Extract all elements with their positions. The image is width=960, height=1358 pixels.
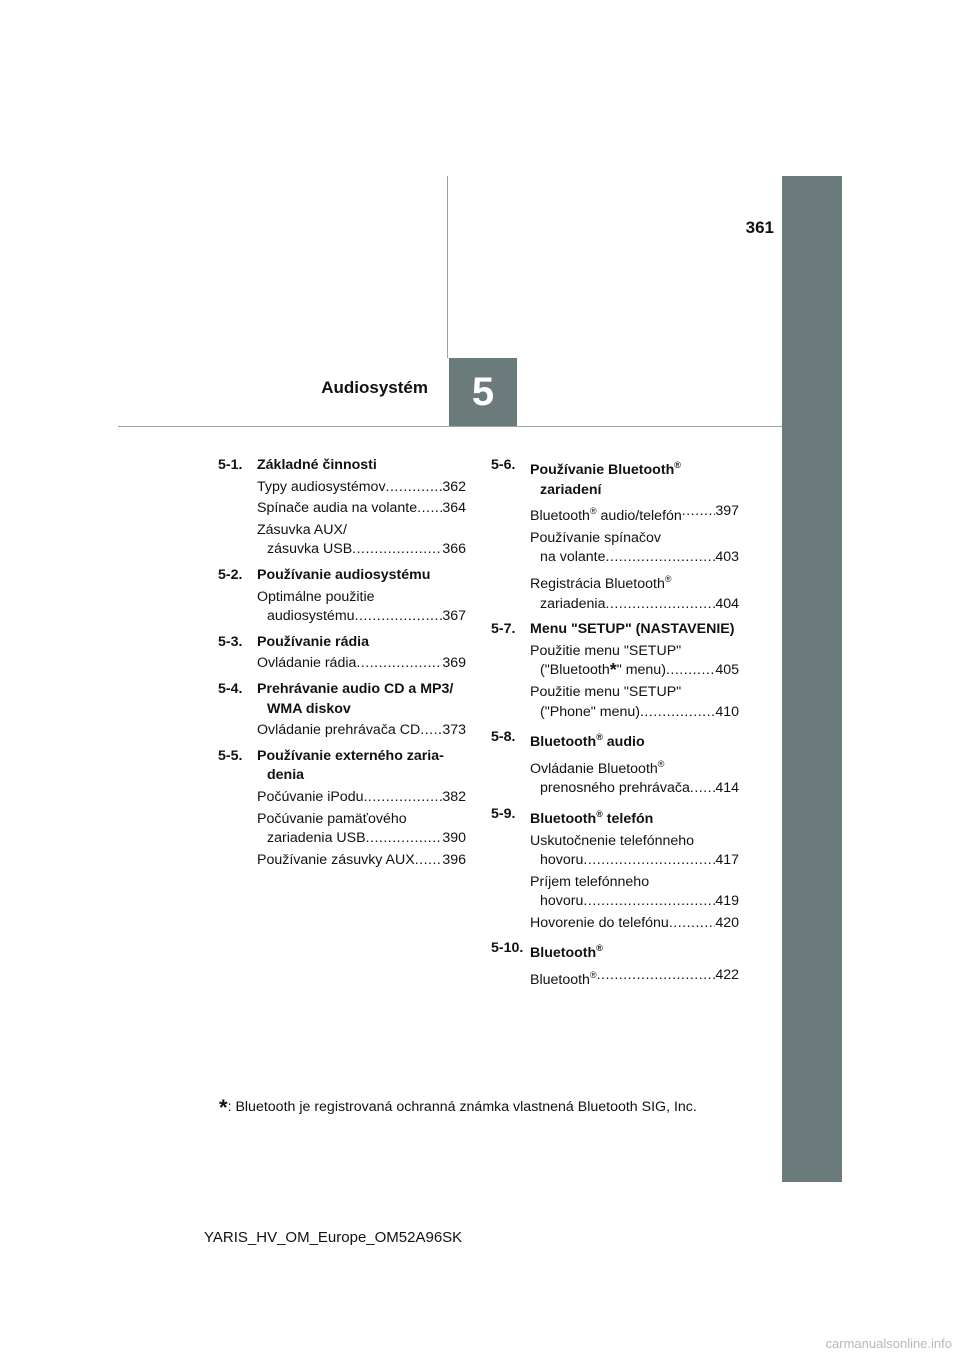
dot-leader <box>355 607 443 627</box>
entry-text: Počúvanie iPodu <box>257 788 364 805</box>
entry-text: zariadenia USB <box>267 830 366 847</box>
dot-leader <box>597 966 716 991</box>
dot-leader <box>690 779 715 799</box>
entry-text: audiosystému <box>267 608 355 625</box>
entry-line <box>530 595 739 615</box>
dot-leader <box>415 851 443 871</box>
asterisk-mark: * <box>609 660 617 681</box>
section-number: 5-2. <box>218 566 243 583</box>
section-title <box>257 566 466 586</box>
section-number: 5-4. <box>218 680 243 697</box>
document-code: YARIS_HV_OM_Europe_OM52A96SK <box>204 1229 463 1246</box>
entry-line: Optimálne použitie <box>257 588 375 605</box>
dot-leader <box>669 914 716 934</box>
dot-leader <box>417 499 442 519</box>
chapter-number-box: 5 <box>449 358 517 426</box>
entry-page-number: 362 <box>442 478 466 495</box>
section-title-line: WMA diskov <box>267 700 351 717</box>
footnote-text: : Bluetooth je registrovaná ochranná známka vlastnená Bluetooth SIG, Inc. <box>227 1099 697 1115</box>
dot-leader <box>605 595 715 615</box>
entry-line <box>257 654 466 674</box>
entry-page-number: 367 <box>442 608 466 625</box>
toc-section[interactable] <box>218 566 466 586</box>
dot-leader <box>352 540 442 560</box>
section-title <box>257 680 466 719</box>
section-number: 5-8. <box>491 729 516 746</box>
section-title <box>257 456 466 476</box>
dot-leader <box>366 829 443 849</box>
toc-column-right <box>491 456 739 991</box>
section-title <box>530 728 739 753</box>
entry-page-number: 397 <box>715 503 739 520</box>
section-title <box>530 620 739 640</box>
section-title <box>530 805 739 830</box>
entry-line: Používanie spínačov <box>530 529 661 546</box>
entry-page-number: 403 <box>715 549 739 566</box>
toc-section[interactable] <box>491 728 739 753</box>
toc-section[interactable] <box>218 747 466 786</box>
entry-line: Zásuvka AUX/ <box>257 521 347 538</box>
entry-line <box>530 548 739 568</box>
section-title-line: Prehrávanie audio CD a MP3/ <box>257 680 454 697</box>
toc-entry[interactable] <box>257 588 466 627</box>
section-title-line: Používanie Bluetooth® <box>530 460 681 478</box>
entry-text: na volante <box>540 549 606 566</box>
section-title-line: Používanie rádia <box>257 633 369 650</box>
entry-page-number: 404 <box>715 595 739 612</box>
entry-line <box>257 788 466 808</box>
watermark: carmanualsonline.info <box>825 1336 952 1351</box>
section-title-line: Bluetooth® audio <box>530 732 645 751</box>
entry-line: Použitie menu "SETUP" <box>530 642 682 659</box>
toc-section[interactable] <box>491 620 739 640</box>
entry-text: ("Bluetooth*" menu) <box>540 660 666 681</box>
registered-mark: ® <box>589 970 597 981</box>
entry-page-number: 419 <box>715 893 739 910</box>
section-title-line: denia <box>267 767 305 784</box>
toc-entry[interactable] <box>530 683 739 722</box>
entry-page-number: 390 <box>442 830 466 847</box>
dot-leader <box>605 548 715 568</box>
dot-leader <box>666 661 715 681</box>
entry-text: zásuvka USB <box>267 541 353 558</box>
section-title-line: Používanie externého zaria- <box>257 747 444 764</box>
toc-entry[interactable] <box>530 755 739 799</box>
chapter-side-tab <box>782 176 842 1182</box>
entry-line <box>257 540 466 560</box>
toc-section[interactable] <box>491 456 739 500</box>
entry-line <box>257 851 466 871</box>
entry-line <box>257 829 466 849</box>
entry-line <box>530 779 739 799</box>
toc-entry[interactable] <box>257 788 466 808</box>
section-title <box>257 633 466 653</box>
toc-section[interactable] <box>218 633 466 653</box>
toc-section[interactable] <box>218 456 466 476</box>
entry-line <box>530 914 739 934</box>
entry-line <box>257 721 466 741</box>
entry-line: Počúvanie pamäťového <box>257 810 407 827</box>
entry-line: Použitie menu "SETUP" <box>530 683 682 700</box>
entry-page-number: 410 <box>715 703 739 720</box>
section-title-line: Menu "SETUP" (NASTAVENIE) <box>530 621 735 638</box>
footnote-marker: * <box>219 1095 228 1120</box>
toc-column-left <box>218 456 466 870</box>
entry-page-number: 366 <box>442 541 466 558</box>
entry-line <box>530 851 739 871</box>
registered-mark: ® <box>657 758 665 769</box>
dot-leader <box>356 654 442 674</box>
entry-page-number: 382 <box>442 788 466 805</box>
entry-text: zariadenia <box>540 595 606 612</box>
toc-entry[interactable] <box>530 873 739 912</box>
section-title-line: Bluetooth® telefón <box>530 808 654 827</box>
section-title-line: Používanie audiosystému <box>257 566 431 583</box>
entry-page-number: 405 <box>715 662 739 679</box>
section-number: 5-5. <box>218 747 243 764</box>
entry-page-number: 420 <box>715 914 739 931</box>
entry-text: Bluetooth® <box>530 970 597 989</box>
registered-mark: ® <box>596 943 603 954</box>
toc-entry[interactable] <box>530 529 739 568</box>
entry-text: Ovládanie rádia <box>257 655 357 672</box>
entry-line <box>530 661 739 681</box>
entry-text: hovoru <box>540 852 584 869</box>
entry-line <box>530 892 739 912</box>
toc-entry[interactable] <box>530 502 739 527</box>
entry-line <box>257 478 466 498</box>
dot-leader <box>682 502 716 527</box>
toc-entry[interactable] <box>530 570 739 614</box>
dot-leader <box>583 892 715 912</box>
toc-entry[interactable] <box>530 642 739 681</box>
section-number: 5-6. <box>491 457 516 473</box>
toc-entry[interactable] <box>257 499 466 519</box>
entry-line <box>530 703 739 723</box>
entry-page-number: 396 <box>442 851 466 868</box>
entry-line: Uskutočnenie telefónneho <box>530 832 695 849</box>
entry-page-number: 373 <box>442 722 466 739</box>
section-number: 5-7. <box>491 621 516 638</box>
entry-text: ("Phone" menu) <box>540 703 640 720</box>
dot-leader <box>363 788 442 808</box>
toc-entry[interactable] <box>257 851 466 871</box>
section-title <box>530 939 739 964</box>
section-title-line: zariadení <box>540 481 602 498</box>
dot-leader <box>640 703 715 723</box>
toc-section[interactable] <box>218 680 466 719</box>
toc-entry[interactable] <box>530 832 739 871</box>
footnote <box>219 1095 697 1121</box>
entry-text: Hovorenie do telefónu <box>530 914 669 931</box>
section-title-line: Bluetooth® <box>530 943 603 962</box>
registered-mark: ® <box>589 506 597 517</box>
entry-line <box>530 502 739 527</box>
entry-text: hovoru <box>540 893 584 910</box>
entry-text: Používanie zásuvky AUX <box>257 851 415 868</box>
dot-leader <box>420 721 442 741</box>
entry-text: Ovládanie prehrávača CD <box>257 722 421 739</box>
toc-section[interactable] <box>491 939 739 964</box>
section-number: 5-1. <box>218 457 243 473</box>
dot-leader <box>583 851 715 871</box>
section-number: 5-10. <box>491 940 524 957</box>
toc-entry[interactable] <box>257 521 466 560</box>
section-title <box>257 747 466 786</box>
toc-entry[interactable] <box>530 914 739 934</box>
header-divider-horizontal <box>118 426 782 427</box>
registered-mark: ® <box>674 460 681 470</box>
entry-line: Príjem telefónneho <box>530 873 650 890</box>
page-number: 361 <box>745 218 774 237</box>
toc-section[interactable] <box>491 805 739 830</box>
entry-page-number: 369 <box>442 655 466 672</box>
toc-entry[interactable] <box>257 810 466 849</box>
section-title-line: Základné činnosti <box>257 457 377 473</box>
entry-page-number: 417 <box>715 852 739 869</box>
toc-entry[interactable] <box>530 966 739 991</box>
toc-entry[interactable] <box>257 654 466 674</box>
header-divider-vertical <box>447 176 448 358</box>
registered-mark: ® <box>596 732 603 743</box>
entry-line: Ovládanie Bluetooth® <box>530 758 665 777</box>
registered-mark: ® <box>596 808 603 819</box>
section-title <box>530 456 739 500</box>
entry-page-number: 422 <box>715 967 739 984</box>
section-number: 5-3. <box>218 633 243 650</box>
dot-leader <box>386 478 443 498</box>
entry-page-number: 364 <box>442 500 466 517</box>
entry-line: Registrácia Bluetooth® <box>530 573 672 592</box>
section-number: 5-9. <box>491 805 516 822</box>
entry-line <box>257 607 466 627</box>
entry-text: Typy audiosystémov <box>257 478 386 495</box>
toc-entry[interactable] <box>257 478 466 498</box>
entry-text: Spínače audia na volante <box>257 500 418 517</box>
toc-entry[interactable] <box>257 721 466 741</box>
entry-line <box>257 499 466 519</box>
registered-mark: ® <box>664 573 672 584</box>
chapter-title: Audiosystém <box>321 378 428 397</box>
entry-text: prenosného prehrávača <box>540 780 690 797</box>
entry-line <box>530 966 739 991</box>
entry-text: Bluetooth® audio/telefón <box>530 506 682 525</box>
entry-page-number: 414 <box>715 780 739 797</box>
